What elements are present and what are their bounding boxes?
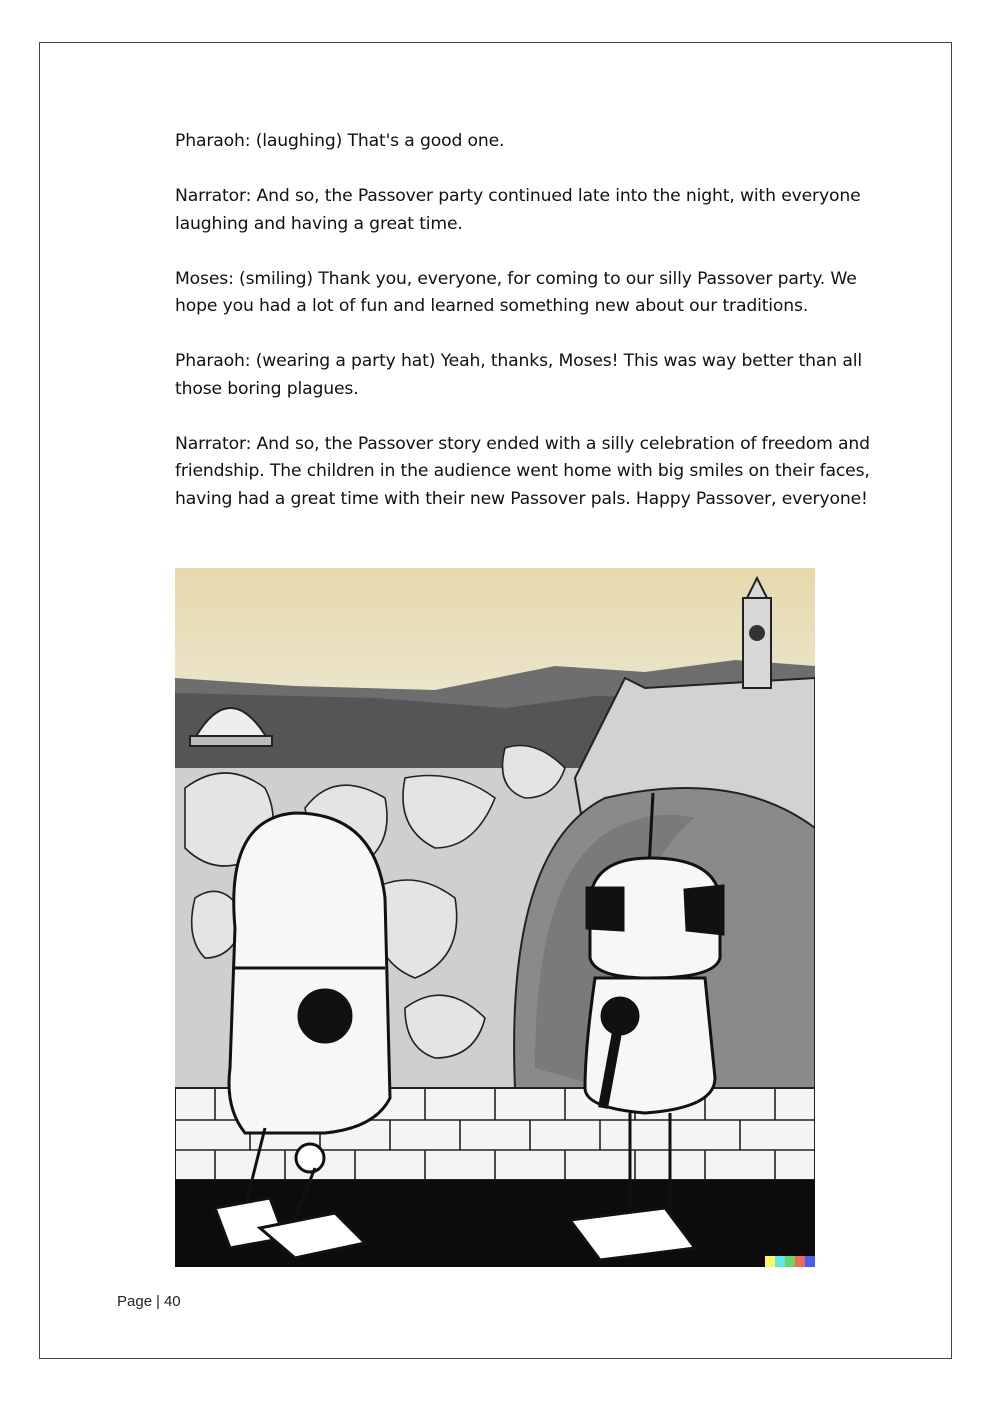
paragraph-pharaoh-laughing: Pharaoh: (laughing) That's a good one. bbox=[175, 131, 505, 151]
page-footer bbox=[117, 1293, 181, 1310]
paragraph-narrator-ending: Narrator: And so, the Passover story ended with a silly celebration of freedom and friendship. The children in the audience went home with big smiles on their faces, having had a great time with their new Passover pals. Happy Passover, everyone! bbox=[175, 433, 870, 509]
clock-tower bbox=[743, 598, 771, 688]
paragraph-pharaoh-party-hat: Pharaoh: (wearing a party hat) Yeah, thanks, Moses! This was way better than all those boring plagues. bbox=[175, 351, 862, 399]
paragraph-moses-thanks: Moses: (smiling) Thank you, everyone, for coming to our silly Passover party. We hope you had a lot of fun and learned something new about our traditions. bbox=[175, 268, 857, 316]
page-label: Page bbox=[117, 1293, 153, 1310]
robots-illustration bbox=[175, 568, 815, 1267]
page-separator: | bbox=[156, 1293, 160, 1310]
paragraph-narrator-party: Narrator: And so, the Passover party continued late into the night, with everyone laughing and having a great time. bbox=[175, 186, 861, 234]
color-watermark bbox=[765, 1256, 815, 1267]
page-body-text bbox=[175, 128, 885, 541]
page-number: 40 bbox=[163, 1293, 181, 1310]
